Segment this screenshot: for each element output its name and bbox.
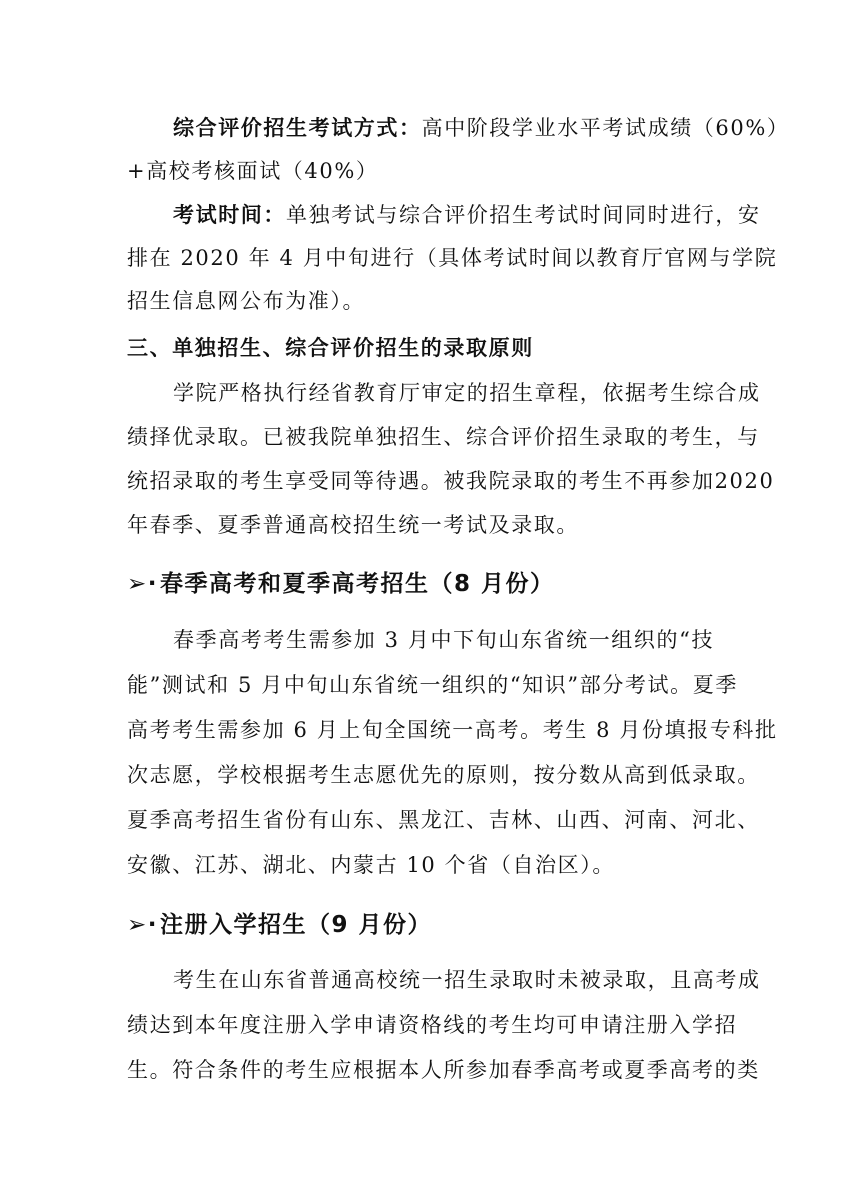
registration-line-3: 生。符合条件的考生应根据本人所参加春季高考或夏季高考的类 (127, 1058, 760, 1082)
spring-summer-line-6: 安徽、江苏、湖北、内蒙古 10 个省（自治区）。 (127, 853, 615, 877)
heading-spring-summer-text: 春季高考和夏季高考招生（8 月份） (160, 571, 555, 597)
exam-time-text: 单独考试与综合评价招生考试时间同时进行，安 (286, 203, 761, 227)
heading-spring-summer (127, 568, 555, 600)
exam-time-line-3: 招生信息网公布为准）。 (127, 289, 366, 313)
admission-line-2: 绩择优录取。已被我院单独招生、综合评价招生录取的考生，与 (127, 425, 760, 449)
exam-time-line-1 (173, 200, 761, 230)
heading-registration (127, 909, 432, 941)
heading-registration-text: 注册入学招生（9 月份） (160, 912, 433, 938)
registration-line-1: 考生在山东省普通高校统一招生录取时未被录取，且高考成 (173, 968, 761, 992)
spring-summer-line-1: 春季高考考生需参加 3 月中下旬山东省统一组织的“技 (173, 628, 715, 652)
exam-method-text: 高中阶段学业水平考试成绩（60%） (421, 116, 790, 140)
spring-summer-line-4: 次志愿，学校根据考生志愿优先的原则，按分数从高到低录取。 (127, 763, 760, 787)
section-3-title: 三、单独招生、综合评价招生的录取原则 (127, 335, 534, 360)
registration-line-2: 绩达到本年度注册入学申请资格线的考生均可申请注册入学招 (127, 1013, 738, 1037)
exam-time-line-2: 排在 2020 年 4 月中旬进行（具体考试时间以教育厅官网与学院 (127, 246, 778, 270)
exam-method-label: 综合评价招生考试方式： (173, 115, 422, 140)
exam-method-line-1 (173, 113, 789, 143)
arrow-bullet-icon: ➢· (127, 571, 159, 597)
exam-method-line-2: +高校考核面试（40%） (127, 159, 379, 183)
admission-line-1: 学院严格执行经省教育厅审定的招生章程，依据考生综合成 (173, 381, 761, 405)
spring-summer-line-5: 夏季高考招生省份有山东、黑龙江、吉林、山西、河南、河北、 (127, 808, 760, 832)
admission-line-3: 统招录取的考生享受同等待遇。被我院录取的考生不再参加2020 (127, 469, 775, 493)
admission-line-4: 年春季、夏季普通高校招生统一考试及录取。 (127, 513, 579, 537)
spring-summer-line-3: 高考考生需参加 6 月上旬全国统一高考。考生 8 月份填报专科批 (127, 718, 778, 742)
exam-time-label: 考试时间： (173, 202, 286, 227)
spring-summer-line-2: 能”测试和 5 月中旬山东省统一组织的“知识”部分考试。夏季 (127, 673, 738, 697)
arrow-bullet-icon: ➢· (127, 912, 159, 938)
